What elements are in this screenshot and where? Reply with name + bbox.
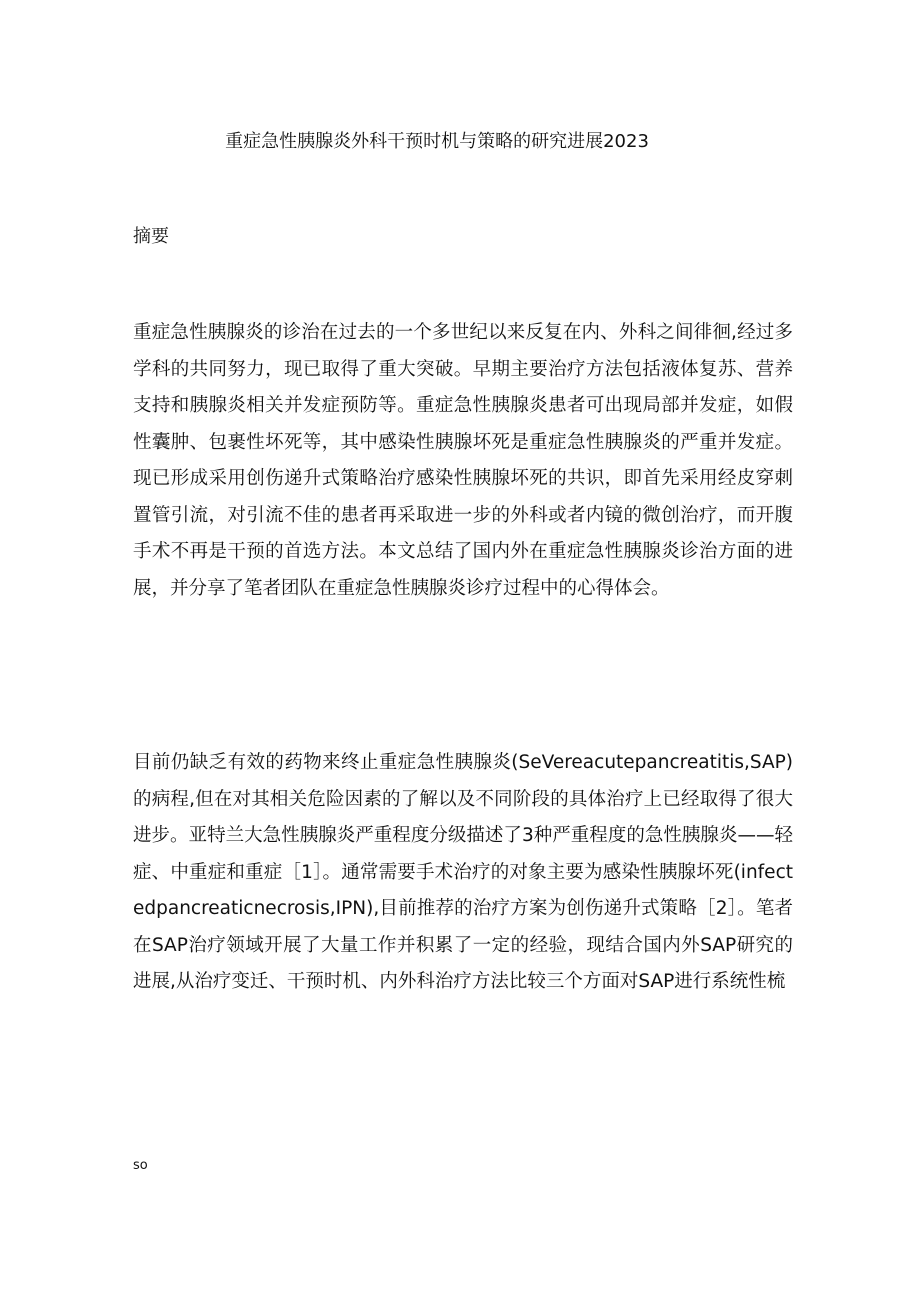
trailing-text: so: [133, 1158, 148, 1173]
paragraph-intro: 目前仍缺乏有效的药物来终止重症急性胰腺炎(SeVereacutepancreatitis,SAP)的病程,但在对其相关危险因素的了解以及不同阶段的具体治疗上已经取得了很大进步。亚特兰大急性胰腺炎严重程度分级描述了3种严重程度的急性胰腺炎——轻症、中重症和重症［1］。通常需要手术治疗的对象主要为感染性胰腺坏死(infectedpancreaticnecrosis,IPN),目前推荐的治疗方案为创伤递升式策略［2］。笔者在SAP治疗领域开展了大量工作并积累了一定的经验，现结合国内外SAP研究的进展,从治疗变迁、干预时机、内外科治疗方法比较三个方面对SAP进行系统性梳: [133, 752, 793, 992]
document-title: 重症急性胰腺炎外科干预时机与策略的研究进展2023: [225, 131, 649, 152]
paragraph-abstract: 重症急性胰腺炎的诊治在过去的一个多世纪以来反复在内、外科之间徘徊,经过多学科的共同努力，现已取得了重大突破。早期主要治疗方法包括液体复苏、营养支持和胰腺炎相关并发症预防等。重症急性胰腺炎患者可出现局部并发症，如假性囊肿、包裹性坏死等，其中感染性胰腺坏死是重症急性胰腺炎的严重并发症。现已形成采用创伤递升式策略治疗感染性胰腺坏死的共识，即首先采用经皮穿刺置管引流，对引流不佳的患者再采取进一步的外科或者内镜的微创治疗，而开腹手术不再是干预的首选方法。本文总结了国内外在重症急性胰腺炎诊治方面的进展，并分享了笔者团队在重症急性胰腺炎诊疗过程中的心得体会。: [133, 322, 793, 599]
abstract-heading: 摘要: [133, 226, 169, 247]
